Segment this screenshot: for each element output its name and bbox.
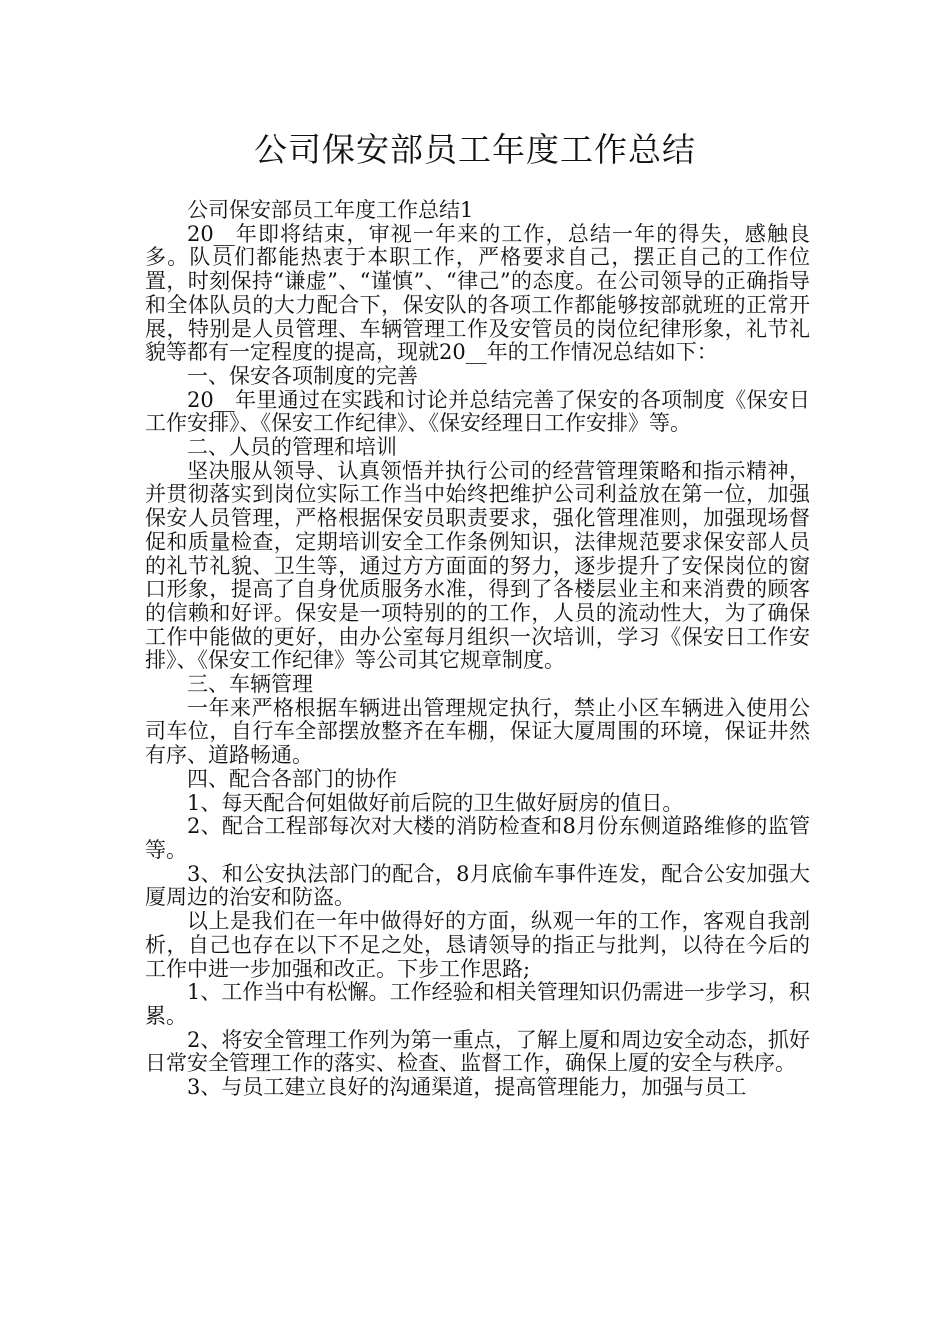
section-4-item-2: 2、配合工程部每次对大楼的消防检查和8月份东侧道路维修的监管等。 — [145, 814, 810, 862]
section-3-paragraph: 一年来严格根据车辆进出管理规定执行，禁止小区车辆进入使用公司车位，自行车全部摆放整齐在车棚，保证大厦周围的环境，保证井然有序、道路畅通。 — [145, 695, 810, 768]
section-4-item-3: 3、和公安执法部门的配合，8月底偷车事件连发，配合公安加强大厦周边的治安和防盗。 — [145, 861, 810, 910]
section-4-item-1: 1、每天配合何姐做好前后院的卫生做好厨房的值日。 — [187, 790, 684, 815]
section-subtitle: 公司保安部员工年度工作总结1 — [187, 198, 474, 222]
plan-item-1: 1、工作当中有松懈。工作经验和相关管理知识仍需进一步学习，积累。 — [145, 980, 810, 1028]
plan-item-3: 3、与员工建立良好的沟通渠道，提高管理能力，加强与员工 — [187, 1075, 747, 1100]
section-heading-4: 四、配合各部门的协作 — [187, 766, 397, 791]
section-1-paragraph: 20__年里通过在实践和讨论并总结完善了保安的各项制度《保安日工作安排》、《保安工作纪律》、《保安经理日工作安排》等。 — [145, 387, 810, 436]
section-heading-1: 一、保安各项制度的完善 — [187, 363, 418, 388]
section-heading-2: 二、人员的管理和培训 — [187, 435, 397, 460]
section-heading-3: 三、车辆管理 — [187, 672, 313, 697]
section-2-paragraph: 坚决服从领导、认真领悟并执行公司的经营管理策略和指示精神，并贯彻落实到岗位实际工作当中始终把维护公司利益放在第一位，加强保安人员管理，严格根据保安员职责要求，强化管理准则，加强现场督促和质量检查，定期培训安全工作条例知识，法律规范要求保安部人员的礼节礼貌、卫生等，通过方方面面的努力，逐步提升了安保岗位的窗口形象，提高了自身优质服务水准，得到了各楼层业主和来消费的顾客的信赖和好评。保安是一项特别的的工作，人员的流动性大，为了确保工作中能做的更好，由办公室每月组织一次培训，学习《保安日工作安排》、《保安工作纪律》等公司其它规章制度。 — [145, 458, 810, 673]
plan-item-2: 2、将安全管理工作列为第一重点，了解上厦和周边安全动态，抓好日常安全管理工作的落实、检查、监督工作，确保上厦的安全与秩序。 — [145, 1027, 810, 1076]
document-body — [145, 199, 810, 1100]
intro-paragraph: 20__年即将结束，审视一年来的工作，总结一年的得失，感触良多。队员们都能热衷于本职工作，严格要求自己，摆正自己的工作位置，时刻保持“谦虚”、“谨慎”、“律己”的态度。在公司领导的正确指导和全体队员的大力配合下，保安队的各项工作都能够按部就班的正常开展，特别是人员管理、车辆管理工作及安管员的岗位纪律形象，礼节礼貌等都有一定程度的提高，现就20__年的工作情况总结如下： — [145, 221, 810, 365]
document-title: 公司保安部员工年度工作总结 — [254, 130, 696, 169]
summary-paragraph: 以上是我们在一年中做得好的方面，纵观一年的工作，客观自我剖析，自己也存在以下不足之处，恳请领导的指正与批判，以待在今后的工作中进一步加强和改正。下步工作思路; — [145, 909, 810, 981]
